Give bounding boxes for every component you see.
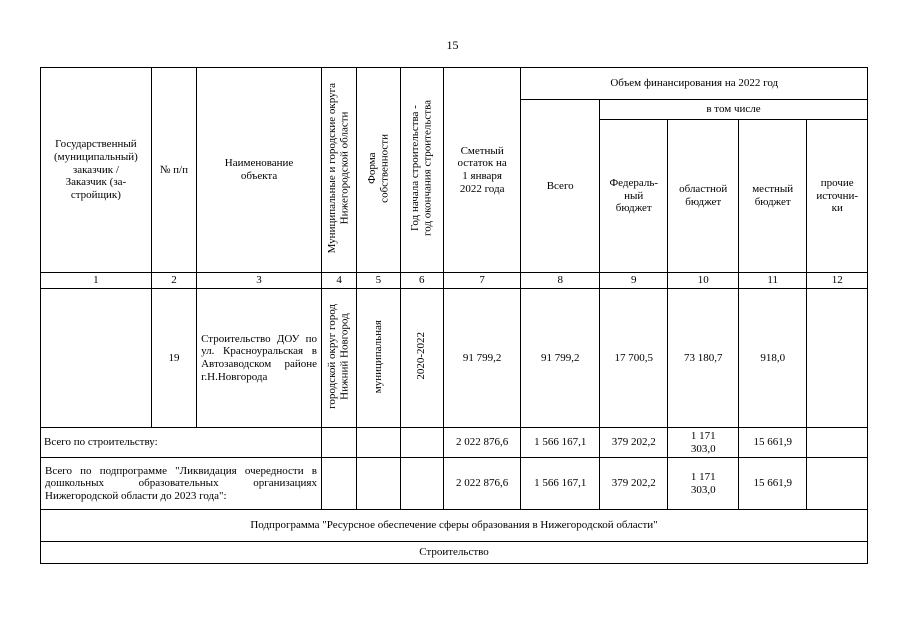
column-number: 3 — [197, 273, 322, 289]
column-number: 11 — [738, 273, 806, 289]
subtotal-program-federal: 379 202,2 — [599, 458, 667, 510]
header-years-cell — [400, 68, 443, 273]
table-row — [41, 289, 868, 428]
column-number: 4 — [322, 273, 357, 289]
subtotal-program-label: Всего по подпрограмме "Ликвидация очередности в дошкольных образовательных организациях Нижегородской области до 2023 года": — [41, 458, 322, 510]
column-number: 7 — [443, 273, 521, 289]
subtotal-program-row — [41, 458, 868, 510]
subtotal-program-total: 1 566 167,1 — [521, 458, 600, 510]
header-years: Год начала строительства - год окончания строительства — [409, 100, 434, 237]
header-number: № п/п — [151, 68, 196, 273]
header-ownership: Форма собственности — [365, 133, 391, 203]
header-other: прочие источни- ки — [807, 120, 868, 273]
subtotal-program-regional: 1 171 303,0 — [668, 458, 739, 510]
subtotal-program-other — [807, 458, 868, 510]
section-title: Строительство — [41, 542, 868, 564]
header-local: местный бюджет — [738, 120, 806, 273]
header-customer: Государственный (муниципальный) заказчик / Заказчик (за- стройщик) — [41, 68, 152, 273]
row-years-cell — [400, 289, 443, 428]
column-number: 12 — [807, 273, 868, 289]
row-other — [807, 289, 868, 428]
subtotal-program-remainder: 2 022 876,6 — [443, 458, 521, 510]
header-regional: областной бюджет — [668, 120, 739, 273]
subtotal-construction-regional: 1 171 303,0 — [668, 428, 739, 458]
header-municipality-cell — [322, 68, 357, 273]
column-number: 1 — [41, 273, 152, 289]
subprogram-title: Подпрограмма "Ресурсное обеспечение сферы образования в Нижегородской области" — [41, 510, 868, 542]
page-number: 15 — [446, 38, 459, 52]
row-regional: 73 180,7 — [668, 289, 739, 428]
subtotal-construction-local: 15 661,9 — [738, 428, 806, 458]
column-number: 9 — [599, 273, 667, 289]
subtotal-construction-row — [41, 428, 868, 458]
subtotal-construction-label: Всего по строительству: — [41, 428, 322, 458]
row-object-name: Строительство ДОУ по ул. Красноуральская в Автозаводском районе г.Н.Новгорода — [197, 289, 322, 428]
header-federal: Федераль- ный бюджет — [599, 120, 667, 273]
column-number: 10 — [668, 273, 739, 289]
subtotal-construction-federal: 379 202,2 — [599, 428, 667, 458]
row-number: 19 — [151, 289, 196, 428]
row-municipality: городской округ город Нижний Новгород — [326, 303, 352, 409]
subtotal-construction-other — [807, 428, 868, 458]
column-number: 6 — [400, 273, 443, 289]
header-financing: Объем финансирования на 2022 год — [521, 68, 868, 100]
header-municipality: Муниципальные и городские округа Нижегородской области — [326, 83, 352, 254]
header-remainder: Сметный остаток на 1 января 2022 года — [443, 68, 521, 273]
subtotal-program-local: 15 661,9 — [738, 458, 806, 510]
row-federal: 17 700,5 — [599, 289, 667, 428]
column-number: 5 — [357, 273, 400, 289]
row-local: 918,0 — [738, 289, 806, 428]
financing-table — [40, 67, 868, 564]
subtotal-construction-remainder: 2 022 876,6 — [443, 428, 521, 458]
header-including: в том числе — [599, 100, 867, 120]
header-ownership-cell — [357, 68, 400, 273]
row-ownership-cell — [357, 289, 400, 428]
subtotal-construction-total: 1 566 167,1 — [521, 428, 600, 458]
row-years: 2020-2022 — [415, 332, 428, 381]
row-remainder: 91 799,2 — [443, 289, 521, 428]
column-number: 8 — [521, 273, 600, 289]
row-ownership: муниципальная — [372, 319, 385, 393]
header-total: Всего — [521, 100, 600, 273]
row-customer — [41, 289, 152, 428]
header-object-name: Наименование объекта — [197, 68, 322, 273]
row-total: 91 799,2 — [521, 289, 600, 428]
column-number: 2 — [151, 273, 196, 289]
row-municipality-cell — [322, 289, 357, 428]
